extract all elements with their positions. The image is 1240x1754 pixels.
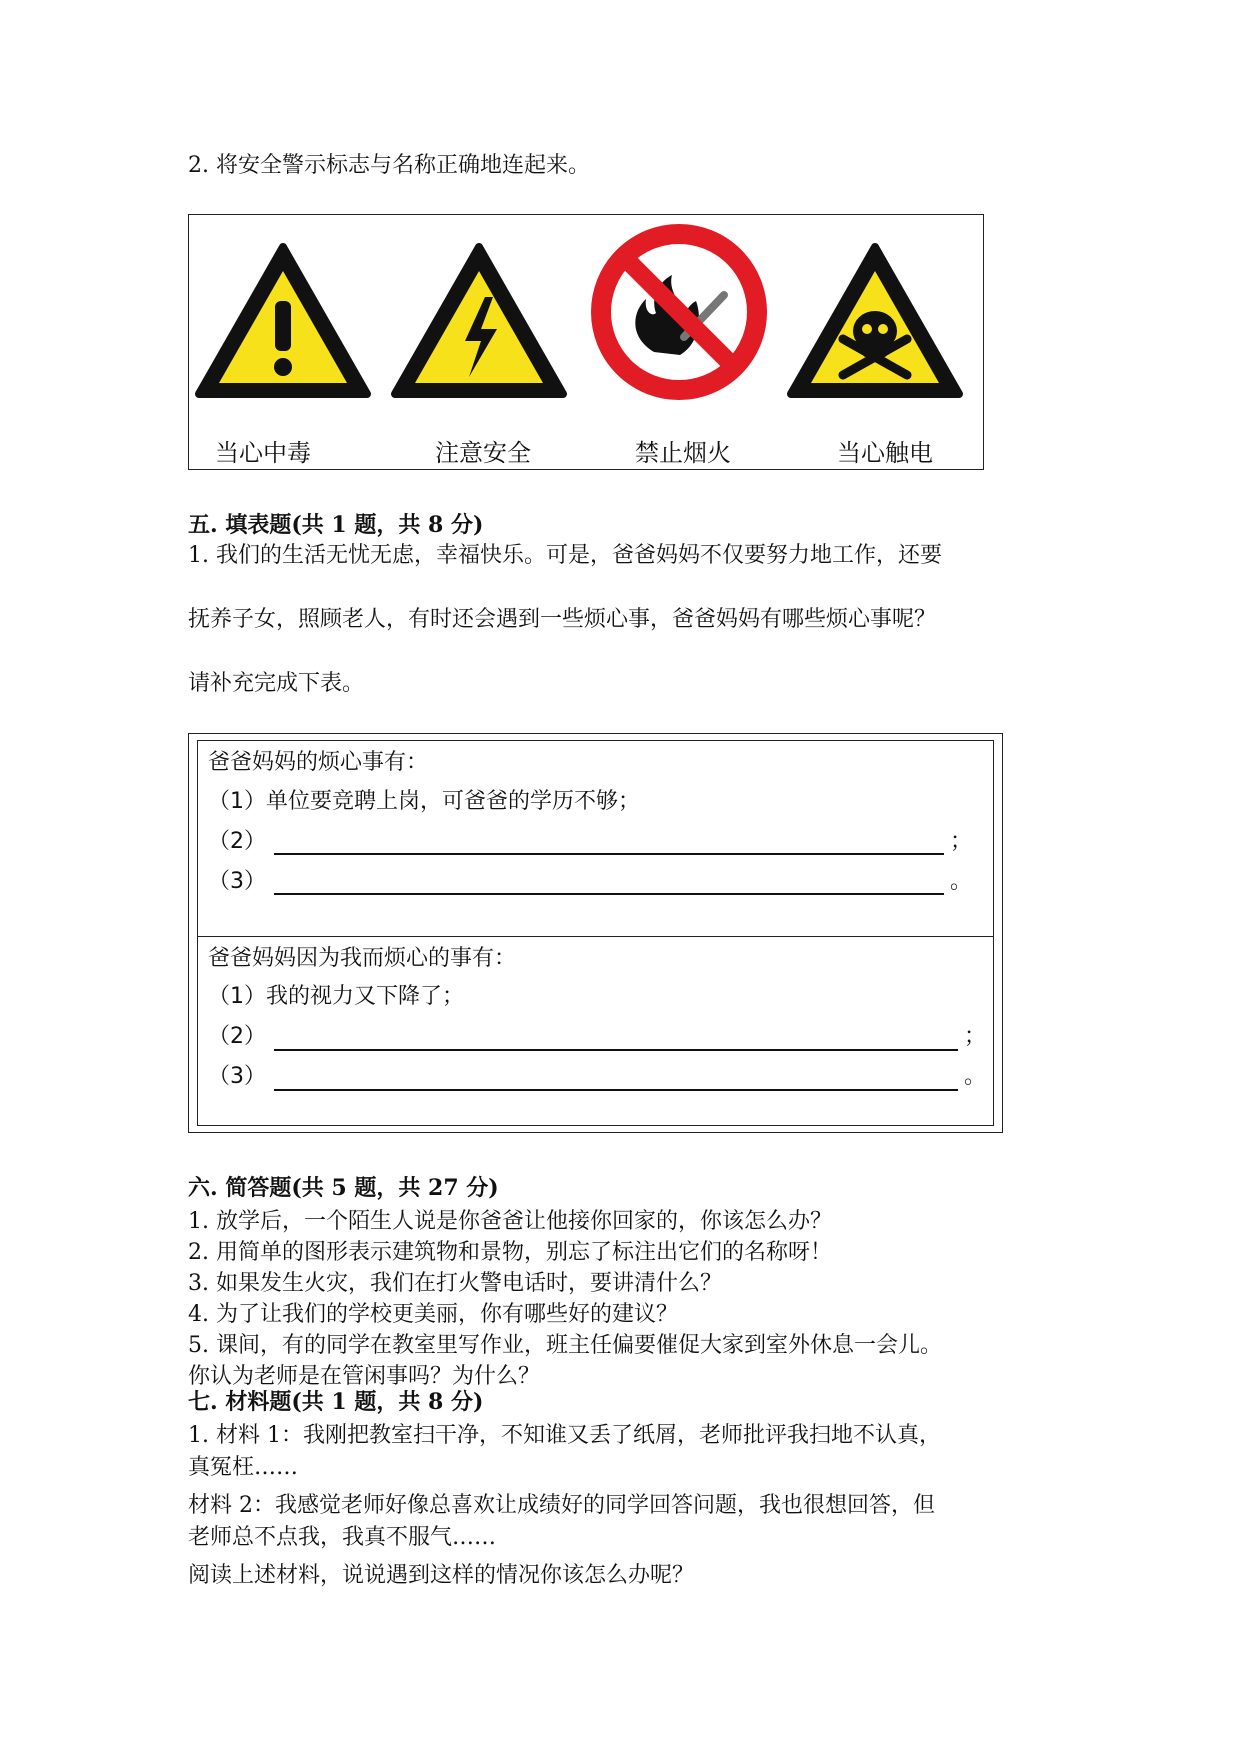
table-divider bbox=[198, 936, 993, 937]
section-7-material bbox=[188, 1420, 1068, 1592]
material-1-line-1: 1. 材料 1：我刚把教室扫干净，不知谁又丢了纸屑，老师批评我扫地不认真， bbox=[188, 1423, 941, 1448]
material-2-line-1: 材料 2：我感觉老师好像总喜欢让成绩好的同学回答问题，我也很想回答，但 bbox=[188, 1493, 935, 1518]
table-part2-item2-blank[interactable] bbox=[274, 1049, 958, 1051]
section-6-questions bbox=[188, 1206, 1068, 1392]
sign-label-attention: 注意安全 bbox=[435, 439, 531, 467]
section-5-intro-line-3: 请补充完成下表。 bbox=[188, 671, 365, 696]
table-part1-item2-label: （2） bbox=[208, 829, 266, 854]
table-part1-item3-end: 。 bbox=[950, 869, 973, 894]
question-6-5: 5. 课间，有的同学在教室里写作业，班主任偏要催促大家到室外休息一会儿。 bbox=[188, 1333, 942, 1358]
table-part2-title: 爸爸妈妈因为我而烦心的事有： bbox=[208, 946, 517, 971]
table-part2-item2-end: ； bbox=[964, 1024, 987, 1049]
table-part2-item3-blank[interactable] bbox=[274, 1089, 958, 1091]
question-4-2-text: 2. 将安全警示标志与名称正确地连起来。 bbox=[188, 153, 590, 178]
material-question: 阅读上述材料，说说遇到这样的情况你该怎么办呢？ bbox=[188, 1563, 695, 1588]
sign-label-electric: 当心触电 bbox=[837, 439, 933, 467]
sign-label-poison: 当心中毒 bbox=[215, 439, 311, 467]
worries-table-inner bbox=[197, 740, 994, 1126]
toxic-skull-sign-icon bbox=[785, 229, 965, 409]
table-part1-item3-label: （3） bbox=[208, 869, 266, 894]
table-part2-item2-label: （2） bbox=[208, 1024, 266, 1049]
table-part1-item1: （1）单位要竞聘上岗，可爸爸的学历不够； bbox=[208, 789, 640, 814]
question-6-5-continued: 你认为老师是在管闲事吗？为什么？ bbox=[188, 1364, 541, 1389]
caution-exclamation-sign-icon bbox=[193, 229, 373, 409]
no-fire-sign-icon bbox=[584, 217, 774, 407]
material-2-line-2: 老师总不点我，我真不服气…… bbox=[188, 1525, 497, 1550]
table-part1-title: 爸爸妈妈的烦心事有： bbox=[208, 750, 429, 775]
material-1-line-2: 真冤枉…… bbox=[188, 1455, 299, 1480]
question-6-3: 3. 如果发生火灾，我们在打火警电话时，要讲清什么？ bbox=[188, 1271, 722, 1296]
section-5-heading: 五. 填表题(共 1 题，共 8 分) bbox=[188, 512, 484, 538]
table-part1-item3-blank[interactable] bbox=[274, 893, 944, 895]
table-part1-item2-end: ； bbox=[950, 829, 973, 854]
section-5-intro-line-2: 抚养子女，照顾老人，有时还会遇到一些烦心事，爸爸妈妈有哪些烦心事呢？ bbox=[188, 607, 937, 632]
section-6-heading: 六. 简答题(共 5 题，共 27 分) bbox=[188, 1175, 499, 1201]
table-part2-item3-label: （3） bbox=[208, 1064, 266, 1089]
question-6-1: 1. 放学后，一个陌生人说是你爸爸让他接你回家的，你该怎么办？ bbox=[188, 1209, 832, 1234]
question-6-4: 4. 为了让我们的学校更美丽，你有哪些好的建议？ bbox=[188, 1302, 678, 1327]
table-part1-item2-blank[interactable] bbox=[274, 853, 944, 855]
table-part2-item1: （1）我的视力又下降了； bbox=[208, 984, 464, 1009]
safety-signs-panel bbox=[188, 214, 984, 470]
high-voltage-sign-icon bbox=[389, 229, 569, 409]
worries-table bbox=[188, 733, 1003, 1133]
table-part2-item3-end: 。 bbox=[964, 1064, 987, 1089]
section-7-heading: 七. 材料题(共 1 题，共 8 分) bbox=[188, 1389, 484, 1415]
sign-label-no-fire: 禁止烟火 bbox=[635, 439, 731, 467]
question-6-2: 2. 用简单的图形表示建筑物和景物，别忘了标注出它们的名称呀！ bbox=[188, 1240, 832, 1265]
section-5-intro-line-1: 1. 我们的生活无忧无虑，幸福快乐。可是，爸爸妈妈不仅要努力地工作，还要 bbox=[188, 543, 942, 568]
